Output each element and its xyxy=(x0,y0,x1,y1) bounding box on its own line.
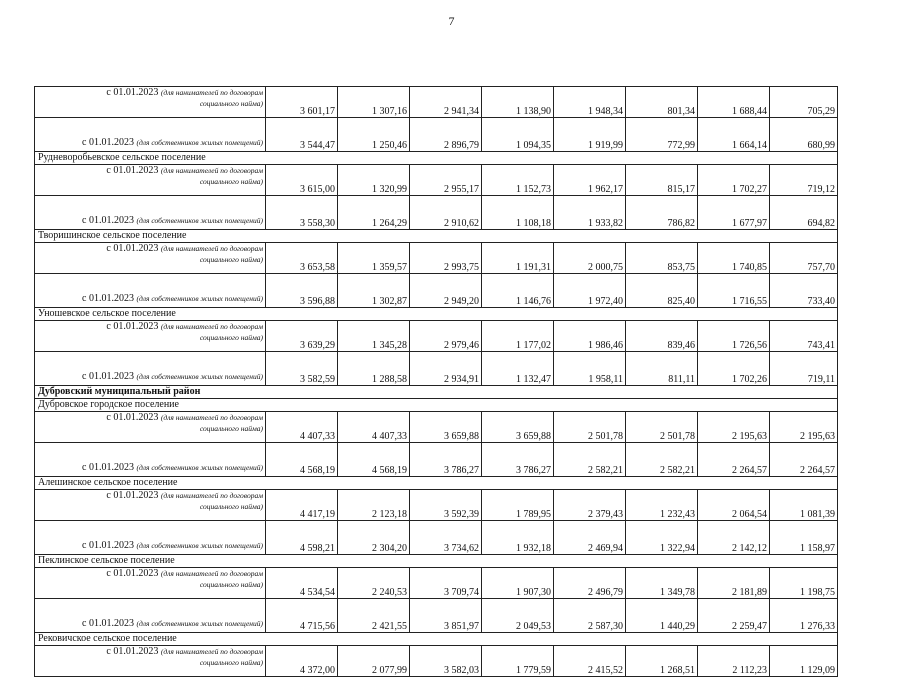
tenant-note-line2: социального найма) xyxy=(199,658,263,667)
tariff-value-cell: 2 195,63 xyxy=(770,412,838,443)
owner-tariff-row xyxy=(35,196,838,230)
tariff-value-cell: 1 108,18 xyxy=(482,196,554,230)
tariff-value-cell: 743,41 xyxy=(770,321,838,352)
settlement-name: Алешинское сельское поселение xyxy=(35,477,838,490)
row-label xyxy=(35,87,266,118)
tariff-value-cell: 705,29 xyxy=(770,87,838,118)
row-label xyxy=(35,490,266,521)
tariff-value-cell: 1 933,82 xyxy=(554,196,626,230)
tariff-value-cell: 1 948,34 xyxy=(554,87,626,118)
tariff-value-cell: 1 138,90 xyxy=(482,87,554,118)
tenant-note-line1: (для нанимателей по договорам xyxy=(160,244,263,253)
date-label: с 01.01.2023 xyxy=(82,137,134,148)
district-header-row xyxy=(35,386,838,399)
tariff-value-cell: 1 146,76 xyxy=(482,274,554,308)
tariff-value-cell: 1 198,75 xyxy=(770,568,838,599)
tariff-value-cell: 1 268,51 xyxy=(626,646,698,677)
tariff-value-cell: 2 941,34 xyxy=(410,87,482,118)
tariff-value-cell: 3 659,88 xyxy=(482,412,554,443)
tenant-note-line2: социального найма) xyxy=(199,333,263,342)
tariff-value-cell: 4 598,21 xyxy=(266,521,338,555)
tenant-note-line2: социального найма) xyxy=(199,99,263,108)
row-label xyxy=(35,568,266,599)
date-label: с 01.01.2023 xyxy=(106,568,159,579)
tariff-value-cell: 2 264,57 xyxy=(770,443,838,477)
tariff-value-cell: 1 250,46 xyxy=(338,118,410,152)
tariff-value-cell: 1 664,14 xyxy=(698,118,770,152)
tariff-value-cell: 2 123,18 xyxy=(338,490,410,521)
row-label xyxy=(35,321,266,352)
tenant-note-line1: (для нанимателей по договорам xyxy=(160,647,263,656)
tenant-tariff-row xyxy=(35,646,838,677)
row-label xyxy=(35,274,266,308)
tariff-value-cell: 1 726,56 xyxy=(698,321,770,352)
tariff-value-cell: 1 789,95 xyxy=(482,490,554,521)
date-label: с 01.01.2023 xyxy=(106,243,159,254)
date-label: с 01.01.2023 xyxy=(82,462,134,473)
settlement-header-row xyxy=(35,152,838,165)
tariff-value-cell: 1 359,57 xyxy=(338,243,410,274)
tariff-value-cell: 2 049,53 xyxy=(482,599,554,633)
date-label: с 01.01.2023 xyxy=(106,490,159,501)
tariff-value-cell: 2 979,46 xyxy=(410,321,482,352)
tariff-value-cell: 2 304,20 xyxy=(338,521,410,555)
tariff-value-cell: 2 064,54 xyxy=(698,490,770,521)
settlement-header-row xyxy=(35,555,838,568)
tariff-value-cell: 2 000,75 xyxy=(554,243,626,274)
tariff-value-cell: 1 302,87 xyxy=(338,274,410,308)
tenant-note-line1: (для нанимателей по договорам xyxy=(160,413,263,422)
tariff-value-cell: 680,99 xyxy=(770,118,838,152)
owner-note: (для собственников жилых помещений) xyxy=(136,294,263,303)
row-label xyxy=(35,443,266,477)
tariff-value-cell: 719,11 xyxy=(770,352,838,386)
owner-tariff-row xyxy=(35,599,838,633)
tariff-value-cell: 815,17 xyxy=(626,165,698,196)
settlement-header-row xyxy=(35,633,838,646)
tariff-value-cell: 1 288,58 xyxy=(338,352,410,386)
tariff-value-cell: 1 129,09 xyxy=(770,646,838,677)
tariff-value-cell: 3 786,27 xyxy=(410,443,482,477)
owner-tariff-row xyxy=(35,118,838,152)
date-label: с 01.01.2023 xyxy=(106,321,159,332)
tariff-value-cell: 719,12 xyxy=(770,165,838,196)
tariff-value-cell: 2 264,57 xyxy=(698,443,770,477)
tariff-value-cell: 2 112,23 xyxy=(698,646,770,677)
tariff-value-cell: 4 417,19 xyxy=(266,490,338,521)
row-label xyxy=(35,521,266,555)
date-label: с 01.01.2023 xyxy=(106,87,159,98)
tariff-value-cell: 2 896,79 xyxy=(410,118,482,152)
tariff-value-cell: 4 534,54 xyxy=(266,568,338,599)
tariff-value-cell: 1 307,16 xyxy=(338,87,410,118)
row-label xyxy=(35,599,266,633)
tariff-value-cell: 4 568,19 xyxy=(266,443,338,477)
row-label xyxy=(35,118,266,152)
tariff-value-cell: 786,82 xyxy=(626,196,698,230)
tariff-value-cell: 3 596,88 xyxy=(266,274,338,308)
row-label xyxy=(35,196,266,230)
settlement-name: Пеклинское сельское поселение xyxy=(35,555,838,568)
tariff-value-cell: 3 582,03 xyxy=(410,646,482,677)
tariff-value-cell: 1 345,28 xyxy=(338,321,410,352)
date-label: с 01.01.2023 xyxy=(82,371,134,382)
tenant-tariff-row xyxy=(35,165,838,196)
tenant-tariff-row xyxy=(35,87,838,118)
tenant-note-line1: (для нанимателей по договорам xyxy=(160,491,263,500)
tariff-value-cell: 2 582,21 xyxy=(626,443,698,477)
tenant-note-line2: социального найма) xyxy=(199,502,263,511)
tariff-value-cell: 1 740,85 xyxy=(698,243,770,274)
tariff-value-cell: 1 677,97 xyxy=(698,196,770,230)
tariff-value-cell: 1 962,17 xyxy=(554,165,626,196)
tariff-value-cell: 3 592,39 xyxy=(410,490,482,521)
owner-tariff-row xyxy=(35,521,838,555)
owner-note: (для собственников жилых помещений) xyxy=(136,541,263,550)
tariff-value-cell: 1 132,47 xyxy=(482,352,554,386)
tariff-value-cell: 1 919,99 xyxy=(554,118,626,152)
tariff-value-cell: 1 276,33 xyxy=(770,599,838,633)
tariff-value-cell: 1 702,26 xyxy=(698,352,770,386)
tariff-value-cell: 1 264,29 xyxy=(338,196,410,230)
tariff-value-cell: 811,11 xyxy=(626,352,698,386)
tariff-value-cell: 1 688,44 xyxy=(698,87,770,118)
tariff-value-cell: 4 715,56 xyxy=(266,599,338,633)
tariff-value-cell: 2 142,12 xyxy=(698,521,770,555)
tariff-value-cell: 1 440,29 xyxy=(626,599,698,633)
tariff-value-cell: 3 851,97 xyxy=(410,599,482,633)
tariff-value-cell: 1 191,31 xyxy=(482,243,554,274)
tariff-value-cell: 3 659,88 xyxy=(410,412,482,443)
tariff-value-cell: 2 240,53 xyxy=(338,568,410,599)
tariff-value-cell: 1 972,40 xyxy=(554,274,626,308)
tariff-value-cell: 2 496,79 xyxy=(554,568,626,599)
owner-note: (для собственников жилых помещений) xyxy=(136,216,263,225)
row-label xyxy=(35,165,266,196)
tenant-note-line2: социального найма) xyxy=(199,255,263,264)
tariff-value-cell: 4 407,33 xyxy=(266,412,338,443)
tenant-note-line1: (для нанимателей по договорам xyxy=(160,569,263,578)
tariff-value-cell: 1 232,43 xyxy=(626,490,698,521)
tariff-value-cell: 4 372,00 xyxy=(266,646,338,677)
tariff-value-cell: 1 177,02 xyxy=(482,321,554,352)
tariff-value-cell: 1 094,35 xyxy=(482,118,554,152)
tenant-tariff-row xyxy=(35,243,838,274)
settlement-name: Рудневоробьевское сельское поселение xyxy=(35,152,838,165)
tariff-value-cell: 3 582,59 xyxy=(266,352,338,386)
tariff-value-cell: 3 615,00 xyxy=(266,165,338,196)
tariff-value-cell: 2 501,78 xyxy=(554,412,626,443)
settlement-name: Дубровское городское поселение xyxy=(35,399,838,412)
tariff-value-cell: 2 910,62 xyxy=(410,196,482,230)
tariff-value-cell: 1 158,97 xyxy=(770,521,838,555)
tariff-value-cell: 3 544,47 xyxy=(266,118,338,152)
row-label xyxy=(35,243,266,274)
tariff-value-cell: 1 932,18 xyxy=(482,521,554,555)
owner-note: (для собственников жилых помещений) xyxy=(136,463,263,472)
tariff-value-cell: 2 259,47 xyxy=(698,599,770,633)
date-label: с 01.01.2023 xyxy=(82,540,134,551)
owner-note: (для собственников жилых помещений) xyxy=(136,138,263,147)
district-name: Дубровский муниципальный район xyxy=(35,386,838,399)
tariff-table xyxy=(34,86,838,677)
date-label: с 01.01.2023 xyxy=(106,646,159,657)
tariff-value-cell: 3 786,27 xyxy=(482,443,554,477)
tenant-tariff-row xyxy=(35,321,838,352)
tariff-value-cell: 2 195,63 xyxy=(698,412,770,443)
tariff-value-cell: 1 986,46 xyxy=(554,321,626,352)
tariff-value-cell: 2 077,99 xyxy=(338,646,410,677)
tenant-tariff-row xyxy=(35,568,838,599)
tariff-value-cell: 1 349,78 xyxy=(626,568,698,599)
tenant-note-line2: социального найма) xyxy=(199,177,263,186)
date-label: с 01.01.2023 xyxy=(82,293,134,304)
tariff-value-cell: 825,40 xyxy=(626,274,698,308)
tenant-tariff-row xyxy=(35,412,838,443)
settlement-header-row xyxy=(35,230,838,243)
date-label: с 01.01.2023 xyxy=(106,412,159,423)
row-label xyxy=(35,352,266,386)
tariff-value-cell: 2 181,89 xyxy=(698,568,770,599)
tariff-value-cell: 1 907,30 xyxy=(482,568,554,599)
tariff-value-cell: 3 601,17 xyxy=(266,87,338,118)
tariff-value-cell: 2 993,75 xyxy=(410,243,482,274)
tenant-note-line1: (для нанимателей по договорам xyxy=(160,166,263,175)
settlement-name: Творишинское сельское поселение xyxy=(35,230,838,243)
tariff-value-cell: 3 734,62 xyxy=(410,521,482,555)
tariff-value-cell: 801,34 xyxy=(626,87,698,118)
tariff-value-cell: 733,40 xyxy=(770,274,838,308)
tenant-tariff-row xyxy=(35,490,838,521)
date-label: с 01.01.2023 xyxy=(106,165,159,176)
tariff-value-cell: 1 081,39 xyxy=(770,490,838,521)
tariff-value-cell: 1 152,73 xyxy=(482,165,554,196)
settlement-header-row xyxy=(35,308,838,321)
tariff-value-cell: 853,75 xyxy=(626,243,698,274)
tariff-value-cell: 1 702,27 xyxy=(698,165,770,196)
settlement-header-row xyxy=(35,399,838,412)
table-body xyxy=(35,87,838,677)
tariff-value-cell: 2 469,94 xyxy=(554,521,626,555)
tariff-value-cell: 3 639,29 xyxy=(266,321,338,352)
tariff-value-cell: 2 501,78 xyxy=(626,412,698,443)
tariff-value-cell: 3 653,58 xyxy=(266,243,338,274)
tariff-value-cell: 1 716,55 xyxy=(698,274,770,308)
tariff-value-cell: 2 934,91 xyxy=(410,352,482,386)
tariff-value-cell: 3 558,30 xyxy=(266,196,338,230)
row-label xyxy=(35,412,266,443)
tariff-value-cell: 772,99 xyxy=(626,118,698,152)
owner-tariff-row xyxy=(35,274,838,308)
tenant-note-line1: (для нанимателей по договорам xyxy=(160,88,263,97)
tenant-note-line2: социального найма) xyxy=(199,424,263,433)
row-label xyxy=(35,646,266,677)
page-number: 7 xyxy=(448,14,455,28)
owner-note: (для собственников жилых помещений) xyxy=(136,619,263,628)
owner-note: (для собственников жилых помещений) xyxy=(136,372,263,381)
tariff-value-cell: 757,70 xyxy=(770,243,838,274)
tariff-value-cell: 1 322,94 xyxy=(626,521,698,555)
tariff-value-cell: 1 779,59 xyxy=(482,646,554,677)
tariff-value-cell: 1 320,99 xyxy=(338,165,410,196)
owner-tariff-row xyxy=(35,352,838,386)
tariff-value-cell: 3 709,74 xyxy=(410,568,482,599)
date-label: с 01.01.2023 xyxy=(82,618,134,629)
tariff-value-cell: 2 421,55 xyxy=(338,599,410,633)
tariff-value-cell: 2 415,52 xyxy=(554,646,626,677)
settlement-header-row xyxy=(35,477,838,490)
tariff-value-cell: 4 407,33 xyxy=(338,412,410,443)
tenant-note-line2: социального найма) xyxy=(199,580,263,589)
tariff-value-cell: 2 379,43 xyxy=(554,490,626,521)
tariff-value-cell: 4 568,19 xyxy=(338,443,410,477)
tariff-value-cell: 2 587,30 xyxy=(554,599,626,633)
owner-tariff-row xyxy=(35,443,838,477)
tariff-value-cell: 694,82 xyxy=(770,196,838,230)
tariff-value-cell: 2 582,21 xyxy=(554,443,626,477)
settlement-name: Рековичское сельское поселение xyxy=(35,633,838,646)
settlement-name: Уношевское сельское поселение xyxy=(35,308,838,321)
tenant-note-line1: (для нанимателей по договорам xyxy=(160,322,263,331)
date-label: с 01.01.2023 xyxy=(82,215,134,226)
tariff-value-cell: 839,46 xyxy=(626,321,698,352)
tariff-value-cell: 2 955,17 xyxy=(410,165,482,196)
tariff-value-cell: 2 949,20 xyxy=(410,274,482,308)
tariff-value-cell: 1 958,11 xyxy=(554,352,626,386)
